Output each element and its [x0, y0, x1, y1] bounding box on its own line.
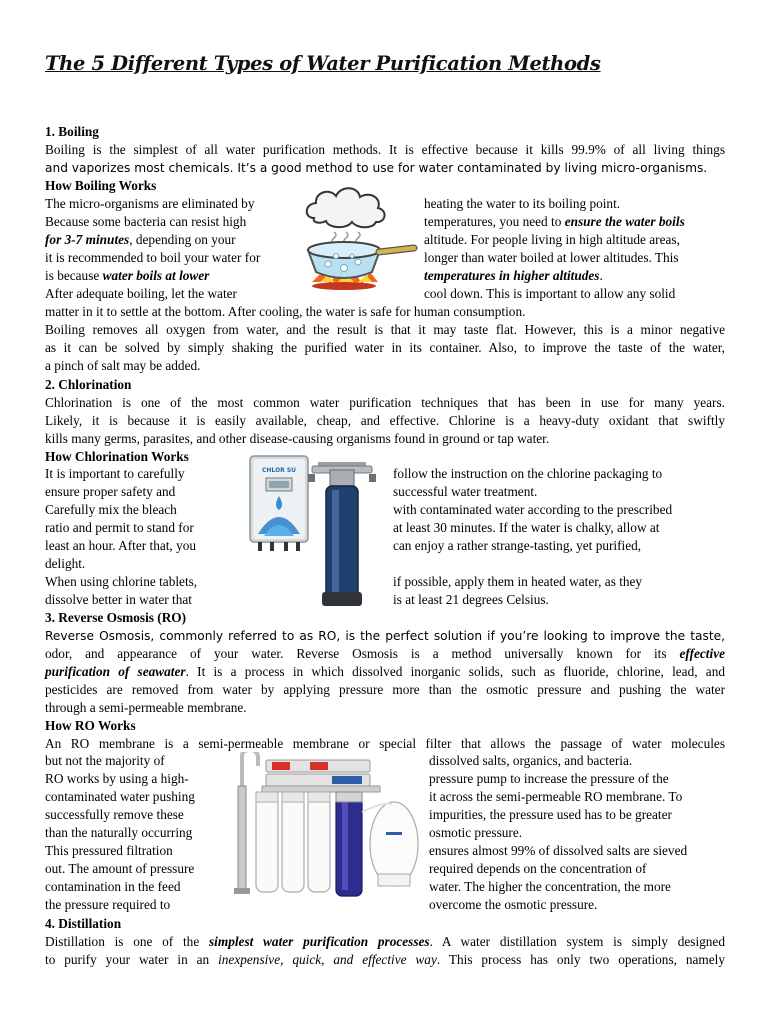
chlorination-right-line: is at least 21 degrees Celsius. — [393, 592, 549, 607]
boiling-right-line: heating the water to its boiling point. — [424, 196, 621, 211]
emphasis-text: temperatures in higher altitudes — [424, 268, 600, 283]
boiling-right-line: longer than water boiled at lower altitudes. This — [424, 250, 679, 265]
chlorinator-illustration — [242, 452, 388, 614]
boiling-left-line: it is recommended to boil your water for — [45, 250, 261, 265]
text-run: Distillation is one of the — [45, 934, 209, 949]
emphasis-text: ensure the water boils — [564, 214, 685, 229]
chlorination-intro-line: kills many germs, parasites, and other disease-causing organisms found in ground or tap water. — [45, 431, 550, 446]
emphasis-text: water boils at lower — [102, 268, 210, 283]
chlorination-intro-line: Likely, it is because it is easily available, cheap, and effective. Chlorine is a heavy-duty oxidant that swiftly — [45, 413, 725, 428]
chlorination-right-line: if possible, apply them in heated water, as they — [393, 574, 643, 589]
ro-right-line: pressure pump to increase the pressure of the — [429, 771, 669, 786]
ro-left-line: This pressured filtration — [45, 843, 173, 858]
ro-left-line: but not the majority of — [45, 753, 165, 768]
boiling-body-line: a pinch of salt may be added. — [45, 358, 201, 373]
ro-left-line: out. The amount of pressure — [45, 861, 195, 876]
chlorination-heading: 2. Chlorination — [45, 377, 132, 392]
ro-left-line: successfully remove these — [45, 807, 184, 822]
chlorination-right-line: successful water treatment. — [393, 484, 538, 499]
ro-subheading: How RO Works — [45, 718, 136, 733]
ro-heading: 3. Reverse Osmosis (RO) — [45, 610, 187, 625]
boiling-right-line: altitude. For people living in high altitude areas, — [424, 232, 680, 247]
ro-right-line: it across the semi-permeable RO membrane. To — [429, 789, 683, 804]
emphasis-text: purification of seawater — [45, 664, 186, 679]
boiling-right-line — [424, 267, 603, 285]
device-label: CHLOR SU — [261, 467, 297, 474]
chlorination-left-line: delight. — [45, 556, 86, 571]
chlorination-right-line: at least 30 minutes. If the water is chalky, allow at — [393, 520, 660, 535]
boiling-body-line: as it can be solved by simply shaking the purified water in its container. Also, to improve the taste of the water, — [45, 340, 725, 355]
ro-right-line: overcome the osmotic pressure. — [429, 897, 598, 912]
chlorination-left-line: dissolve better in water that — [45, 592, 192, 607]
text-run: to purify your water in an — [45, 952, 219, 967]
boiling-left-line — [45, 267, 209, 285]
boiling-left-line: Because some bacteria can resist high — [45, 214, 247, 229]
boiling-subheading: How Boiling Works — [45, 178, 157, 193]
ro-right-line: water. The higher the concentration, the more — [429, 879, 671, 894]
chlorination-left-line: It is important to carefully — [45, 466, 185, 481]
chlorination-subheading: How Chlorination Works — [45, 449, 189, 464]
text-run: odor, and appearance of your water. Reverse Osmosis is a method universally known for its — [45, 646, 680, 661]
text-run: . — [599, 268, 603, 283]
chlorination-left-line: ensure proper safety and — [45, 484, 176, 499]
ro-right-line: dissolved salts, organics, and bacteria. — [429, 753, 633, 768]
chlorination-right-line: follow the instruction on the chlorine packaging to — [393, 466, 663, 481]
page-title: The 5 Different Types of Water Purification Methods — [45, 52, 601, 75]
distillation-heading: 4. Distillation — [45, 916, 122, 931]
text-run: . This process has only two operations, namely — [436, 952, 725, 967]
ro-left-line: than the naturally occurring — [45, 825, 193, 840]
ro-intro-line — [45, 663, 725, 681]
boiling-intro-line: Boiling is the simplest of all water purification methods. It is effective because it kills 99.9% of all living things — [45, 142, 725, 157]
chlorination-left-line: Carefully mix the bleach — [45, 502, 177, 517]
ro-right-line: required depends on the concentration of — [429, 861, 647, 876]
chlorination-right-line: can enjoy a rather strange-tasting, yet purified, — [393, 538, 642, 553]
distillation-intro-line — [45, 933, 725, 951]
ro-body-line: An RO membrane is a semi-permeable membrane or special filter that allows the passage of water molecules — [45, 736, 725, 751]
boiling-intro-line: and vaporizes most chemicals. It’s a good method to use for water contaminated by living micro-organisms. — [45, 161, 708, 175]
chlorination-left-line: ratio and permit to stand for — [45, 520, 194, 535]
chlorination-right-line: with contaminated water according to the prescribed — [393, 502, 673, 517]
italic-text: inexpensive, quick, and effective way — [218, 952, 437, 967]
boiling-right-line — [424, 213, 685, 231]
emphasis-text: simplest water purification processes — [208, 934, 430, 949]
ro-intro-line: through a semi-permeable membrane. — [45, 700, 247, 715]
text-run: . It is a process in which dissolved inorganic solids, such as fluoride, chlorine, lead, and — [185, 664, 725, 679]
text-run: , depending on your — [129, 232, 236, 247]
boiling-heading: 1. Boiling — [45, 124, 99, 139]
boiling-right-line: cool down. This is important to allow any solid — [424, 286, 676, 301]
ro-intro-line: pesticides are removed from water by applying pressure more than the osmotic pressure and pushing the water — [45, 682, 725, 697]
boiling-left-line: The micro-organisms are eliminated by — [45, 196, 255, 211]
boiling-body-line: matter in it to settle at the bottom. After cooling, the water is safe for human consumption. — [45, 304, 526, 319]
ro-right-line: impurities, the pressure used has to be greater — [429, 807, 672, 822]
ro-right-line: osmotic pressure. — [429, 825, 523, 840]
chlorination-intro-line: Chlorination is one of the most common water purification techniques that has been in use for many years. — [45, 395, 725, 410]
ro-left-line: contaminated water pushing — [45, 789, 195, 804]
boiling-left-line — [45, 231, 236, 249]
ro-intro-line: Reverse Osmosis, commonly referred to as RO, is the perfect solution if you’re looking to improve the taste, — [45, 629, 725, 643]
ro-intro-line — [45, 645, 725, 663]
text-run: is because — [45, 268, 103, 283]
ro-right-line: ensures almost 99% of dissolved salts are sieved — [429, 843, 688, 858]
boiling-pot-illustration — [292, 180, 420, 300]
ro-left-line: the pressure required to — [45, 897, 171, 912]
chlorination-left-line: When using chlorine tablets, — [45, 574, 198, 589]
ro-system-illustration — [232, 752, 424, 904]
boiling-left-line: After adequate boiling, let the water — [45, 286, 237, 301]
ro-left-line: contamination in the feed — [45, 879, 181, 894]
distillation-intro-line — [45, 951, 725, 969]
chlorination-left-line: least an hour. After that, you — [45, 538, 197, 553]
text-run: temperatures, you need to — [424, 214, 565, 229]
steam-cloud-icon — [307, 188, 385, 227]
boiling-body-line: Boiling removes all oxygen from water, and the result is that it may taste flat. However, this is a minor negative — [45, 322, 725, 337]
ro-left-line: RO works by using a high- — [45, 771, 189, 786]
emphasis-text: effective — [679, 646, 725, 661]
text-run: . A water distillation system is simply designed — [429, 934, 725, 949]
emphasis-text: for 3-7 minutes — [45, 232, 130, 247]
